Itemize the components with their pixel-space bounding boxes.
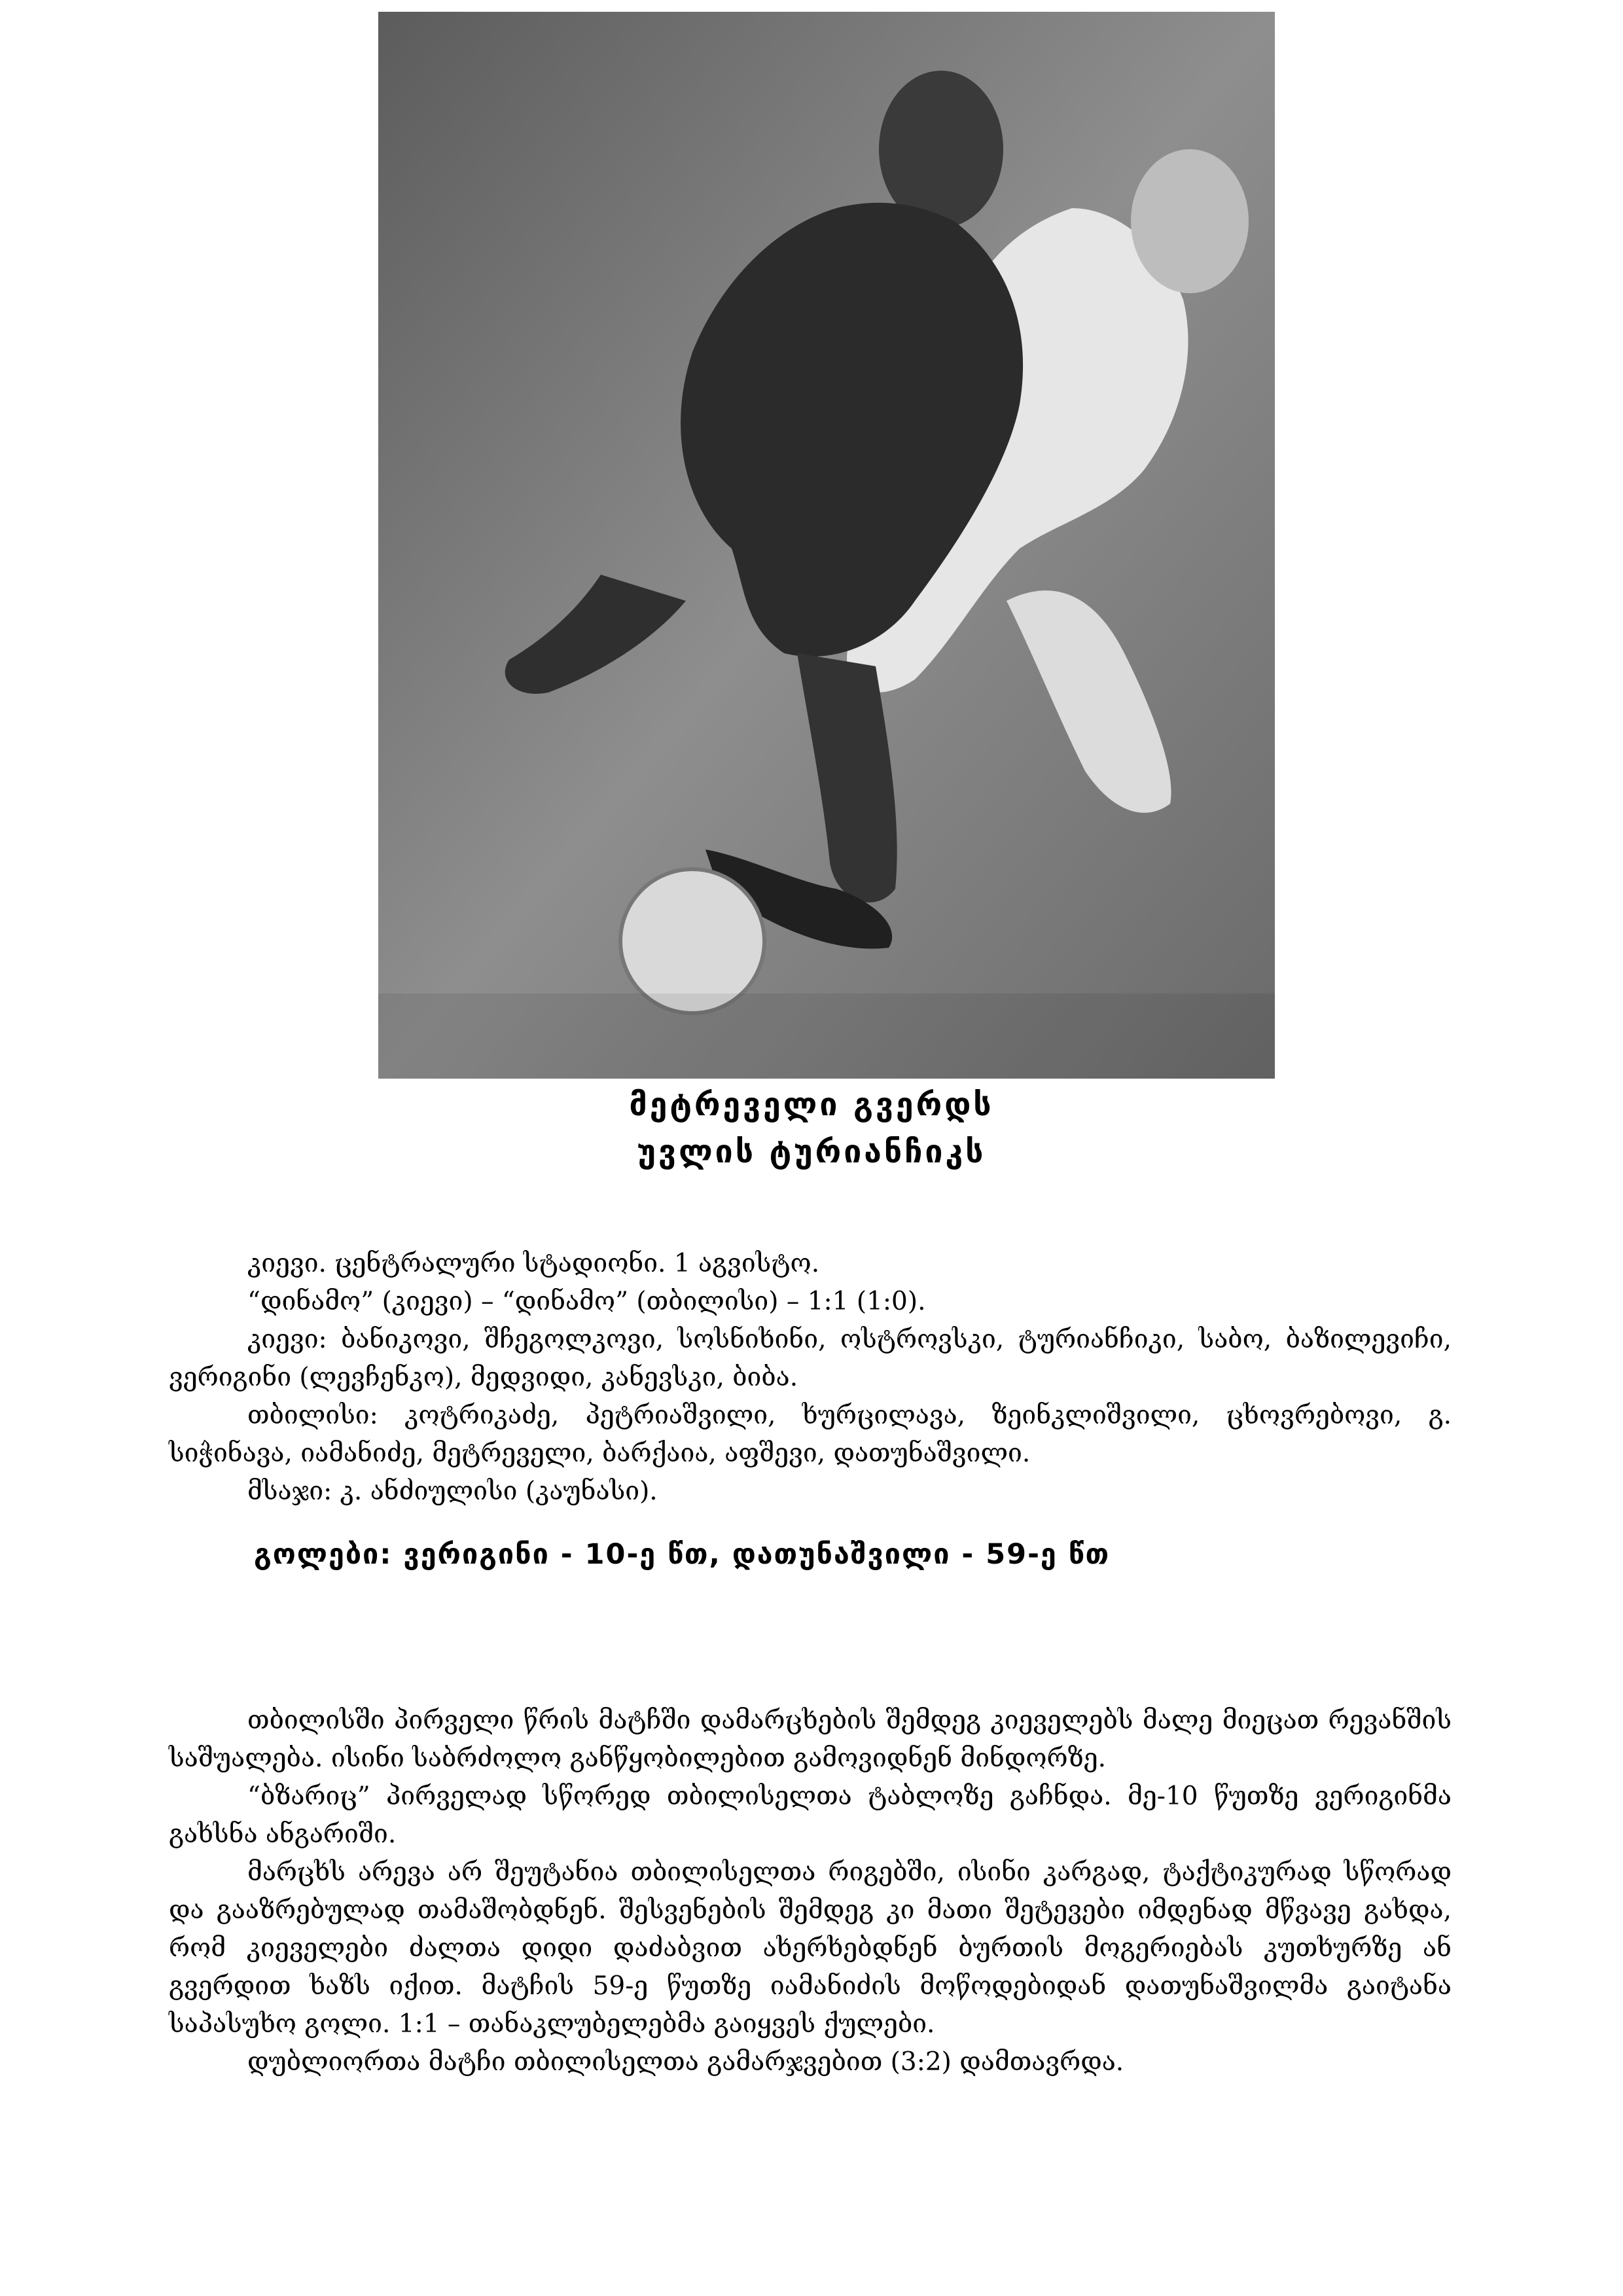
article-paragraph: თბილისში პირველი წრის მატჩში დამარცხების შემდეგ კიეველებს მალე მიეცათ რევანშის საშუალება. ისინი საბრძოლო განწყობილებით გამოვიდნენ მინდორზე. [169, 1706, 1452, 1773]
lineup-tbilisi: თბილისი: კოტრიკაძე, პეტრიაშვილი, ხურცილავა, ზეინკლიშვილი, ცხოვრებოვი, გ. სიჭინავა, იამანიძე, მეტრეველი, ბარქაია, აფშევი, დათუნაშვილი. [169, 1401, 1452, 1468]
match-venue: კიევი. ცენტრალური სტადიონი. 1 აგვისტო. [247, 1249, 820, 1278]
match-info [169, 1245, 1452, 1511]
match-photo [378, 12, 1275, 1079]
photo-caption-line2: უვლის ტურიანჩიკს [637, 1134, 986, 1170]
article-body [169, 1702, 1452, 2081]
article-paragraph: “ბზარიც” პირველად სწორედ თბილისელთა ტაბლოზე გაჩნდა. მე-10 წუთზე ვერიგინმა გახსნა ანგარიში. [169, 1782, 1452, 1849]
photo-caption-line1: მეტრეველი გვერდს [629, 1086, 994, 1123]
lineup-kyiv: კიევი: ბანიკოვი, შჩეგოლკოვი, სოსნიხინი, ოსტროვსკი, ტურიანჩიკი, საბო, ბაზილევიჩი, ვერიგინი (ლევჩენკო), მედვიდი, კანევსკი, ბიბა. [169, 1325, 1452, 1392]
article-paragraph: მარცხს არევა არ შეუტანია თბილისელთა რიგებში, ისინი კარგად, ტაქტიკურად სწორად და გააზრებულად თამაშობდნენ. შესვენების შემდეგ კი მათი შეტევები იმდენად მწვავე გახდა, რომ კიეველები ძალთა დიდი დაძაბვით ახერხებდნენ ბურთის მოგერიებას კუთხურზე ან გვერდით ხაზს იქით. მატჩის 59-ე წუთზე იამანიძის მოწოდებიდან დათუნაშვილმა გაიტანა საპასუხო გოლი. 1:1 – თანაკლუბელებმა გაიყვეს ქულები. [169, 1857, 1452, 2039]
referee: მსაჯი: კ. ანძიულისი (კაუნასი). [247, 1477, 658, 1506]
article-paragraph: დუბლიორთა მატჩი თბილისელთა გამარჯვებით (3:2) დამთავრდა. [247, 2047, 1124, 2077]
football-players-image [378, 12, 1275, 1079]
match-score: “დინამო” (კიევი) – “დინამო” (თბილისი) – 1:1 (1:0). [247, 1287, 926, 1316]
goals-line: გოლები: ვერიგინი - 10-ე წთ, დათუნაშვილი - 59-ე წთ [254, 1538, 1111, 1571]
